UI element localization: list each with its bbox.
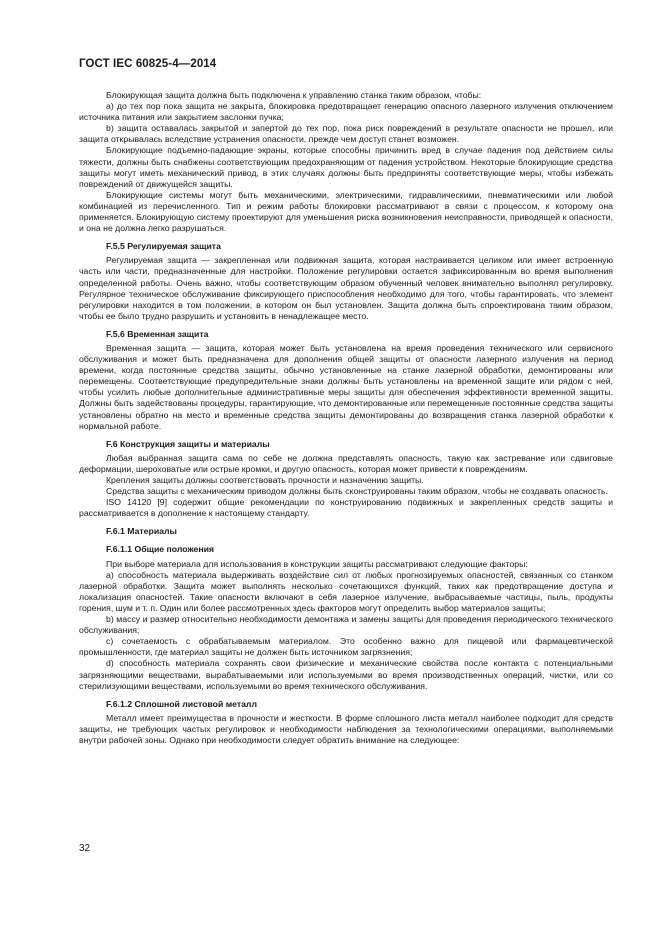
- document-header: ГОСТ IEC 60825-4—2014: [79, 58, 217, 70]
- section-heading: F.6.1 Материалы: [106, 526, 177, 537]
- paragraph: При выборе материала для использования в конструкции защиты рассматривают следующие факторы:: [106, 558, 528, 569]
- paragraph: Крепления защиты должны соответствовать прочности и назначению защиты.: [106, 475, 424, 485]
- paragraph: Любая выбранная защита сама по себе не должна представлять опасность, такую как застревание или сдвиговые деформации, шероховатые или острые кромки, и другую опасность, которая может привести к повреждениям.: [79, 452, 613, 474]
- paragraph: а) до тех пор пока защита не закрыта, блокировка предотвращает генерацию опасного лазерного излучения отключением источника питания или закрытием заслонки пучка;: [79, 101, 613, 123]
- page-number: 32: [79, 843, 91, 854]
- paragraph: Регулируемая защита — закрепленная или подвижная защита, которая настраивается целиком или имеет встроенную часть или части, предназначенные для настройки. Положение регулировки остается зафиксированным во время выполнения определенной работы. Очень важно, чтобы соответствующим образом обученный человек внимательно выполнял регулировку. Регулярное техническое обслуживание фиксирующего приспособления необходимо для того, чтобы гарантировать, что элемент регулировки находится в том положении, в котором он был установлен. Защита должна быть спроектирована таким образом, чтобы ее было трудно разрушить и установить в ненадлежащее место.: [79, 255, 613, 321]
- paragraph: b) защита оставалась закрытой и запертой до тех пор, пока риск повреждений в результате опасности не прошел, или защита открывалась вследствие устранения опасности, прежде чем доступ станет возможен.: [79, 123, 613, 145]
- section-heading: F.5.5 Регулируемая защита: [106, 241, 221, 252]
- section-heading: F.6.1.2 Сплошной листовой металл: [106, 698, 257, 709]
- paragraph: d) способность материала сохранять свои физические и механические свойства после контакта с потенциальными загрязняющими веществами, вырабатываемыми или используемыми во время производственных операций, чистки, или со стерилизующими веществами, используемыми во время технического обслуживания.: [79, 658, 613, 691]
- section-heading: F.5.6 Временная защита: [106, 328, 209, 339]
- paragraph: Блокирующие системы могут быть механическими, электрическими, гидравлическими, пневматическими или любой комбинацией из перечисленного. Тип и режим работы блокировки рассматривают в связи с процессом, к которому она применяется. Блокирующую систему проектируют для уменьшения риска возникновения неисправности, приводящей к опасности, и она не должна легко разрушаться.: [79, 189, 613, 234]
- paragraph: Блокирующие подъемно-падающие экраны, которые способны причинить вред в случае падения под действием силы тяжести, должны быть снабжены соответствующим предохраняющим от падения устройством. Некоторые блокирующие средства защиты могут иметь механический привод, в этих случаях должны быть предприняты соответствующие меры, чтобы избежать повреждений от движущейся защиты.: [79, 145, 613, 189]
- section-heading: F.6 Конструкция защиты и материалы: [106, 438, 270, 449]
- paragraph: Средства защиты с механическим приводом должны быть сконструированы таким образом, чтобы не создавать опасность.: [106, 486, 608, 497]
- paragraph: а) способность материала выдерживать воздействие сил от любых прогнозируемых опасностей, связанных со станком лазерной обработки. Защита может выполнять несколько сочетающихся функций, таких как предотвращение доступа и локализация опасностей. Такие опасности включают в себя лазерное излучение, выбрасываемые частицы, пыль, продукты горения, шум и т. п. Один или более рассмотренных здесь факторов могут определить выбор материалов защиты;: [79, 569, 613, 613]
- paragraph: b) массу и размер относительно необходимости демонтажа и замены защиты для проведения периодического технического обслуживания;: [79, 614, 613, 636]
- paragraph: Металл имеет преимущества в прочности и жесткости. В форме сплошного листа металл наиболее подходит для средств защиты, не требующих частых регулировок и необходимости наблюдения за технологическими операциями, выполняемыми внутри рабочей зоны. Однако при необходимости следует обратить внимание на следующее:: [79, 712, 613, 745]
- section-heading: F.6.1.1 Общие положения: [106, 544, 214, 555]
- paragraph: Блокирующая защита должна быть подключена к управлению станка таким образом, чтобы:: [106, 90, 482, 100]
- paragraph: ISO 14120 [9] содержит общие рекомендации по конструированию подвижных и закрепленных средств защиты и рассматривается в дополнение к настоящему стандарту.: [79, 497, 613, 519]
- document-body: [79, 90, 613, 746]
- paragraph: Временная защита — защита, которая может быть установлена на время проведения технического или сервисного обслуживания и может быть предназначена для дополнения общей защиты от опасности лазерного излучения на период времени, когда постоянные средства защиты, обычно установленные на станке лазерной обработки, демонтированы или перемещены. Соответствующие предупредительные знаки должны быть установлены на временной защите или рядом с ней, чтобы усилить любые дополнительные административные меры защиты для обеспечения эффективности временной защиты. Должны быть задействованы процедуры, гарантирующие, что демонтированные или перемещенные постоянные средства защиты установлены обратно на место и временные средства защиты демонтированы до возвращения станка лазерной обработки к нормальной работе.: [79, 342, 613, 431]
- paragraph: c) сочетаемость с обрабатываемым материалом. Это особенно важно для пищевой или фармацевтической промышленности, где материал защиты не должен быть источником загрязнения;: [79, 636, 613, 658]
